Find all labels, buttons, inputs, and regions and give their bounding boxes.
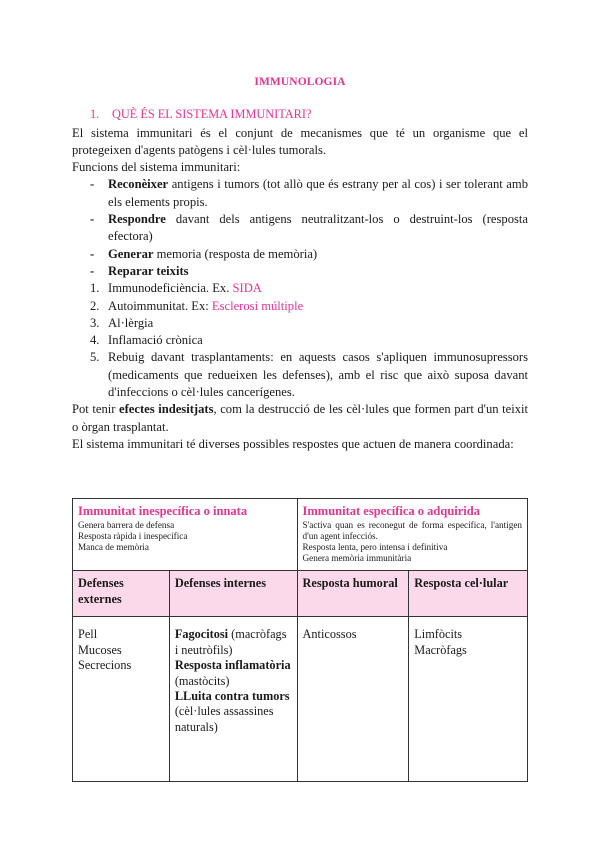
table-row bbox=[73, 499, 528, 571]
column-header: Resposta humoral bbox=[297, 571, 409, 617]
disorder-text: Autoimmunitat. Ex: bbox=[108, 298, 212, 313]
internal-defense-name: LLuita contra tumors bbox=[174, 689, 290, 704]
disorder-text: Rebuig davant trasplantaments: en aquests casos s'apliquen immunosupressors (medicaments que redueixen les defenses), amb el risc que això suposa davant d'infeccions o cèl·lules cancerígenes. bbox=[108, 350, 528, 400]
function-keyword: Reparar teixits bbox=[108, 263, 189, 278]
innate-header-cell bbox=[73, 499, 298, 571]
dash-marker: - bbox=[90, 212, 95, 227]
internal-defense bbox=[175, 627, 292, 658]
column-header: Defenses externes bbox=[73, 571, 170, 617]
list-item bbox=[72, 315, 528, 332]
function-text: memoria (resposta de memòria) bbox=[153, 246, 318, 261]
innate-line: Genera barrera de defensa bbox=[78, 520, 175, 531]
function-keyword: Generar bbox=[108, 246, 154, 261]
adaptive-line: Resposta lenta, pero intensa i definitiva bbox=[302, 542, 448, 553]
number-marker: 5. bbox=[90, 350, 100, 365]
number-marker: 4. bbox=[90, 333, 100, 348]
list-item bbox=[72, 246, 528, 263]
list-item bbox=[72, 211, 528, 246]
number-marker: 3. bbox=[90, 315, 100, 330]
section-number: 1. bbox=[90, 107, 100, 122]
dash-marker: - bbox=[90, 263, 95, 278]
internal-defense-name: Fagocitosi bbox=[174, 627, 229, 642]
external-defenses-cell bbox=[73, 617, 170, 782]
dash-marker: - bbox=[90, 246, 95, 261]
table-cell-text: Pell bbox=[78, 627, 98, 642]
section-heading bbox=[90, 106, 528, 123]
table-cell-text: Mucoses bbox=[78, 642, 122, 657]
list-item bbox=[72, 332, 528, 349]
number-marker: 2. bbox=[90, 298, 100, 313]
disorder-text: Inflamació crònica bbox=[108, 333, 203, 348]
function-text: antigens i tumors (tot allò que és estrany per al cos) i ser tolerant amb els elements propis. bbox=[108, 177, 528, 209]
document-body bbox=[72, 74, 528, 453]
table-cell-text: Secrecions bbox=[78, 658, 132, 673]
internal-defense bbox=[175, 689, 292, 735]
page-title: IMMUNOLOGIA bbox=[254, 76, 346, 88]
innate-line: Resposta ràpida i inespecífica bbox=[78, 531, 188, 542]
side-effects-text: , com la destrucció de les cèl·lules que formen part d'un teixit o òrgan trasplantat. bbox=[72, 402, 528, 434]
adaptive-title: Immunitat específica o adquirida bbox=[302, 504, 480, 518]
side-effects-paragraph bbox=[72, 401, 528, 436]
function-keyword: Reconèixer bbox=[108, 177, 169, 192]
list-item bbox=[72, 263, 528, 280]
function-keyword: Respondre bbox=[108, 212, 166, 227]
disorder-text: Al·lèrgia bbox=[108, 315, 154, 330]
table-row bbox=[73, 617, 528, 782]
table-cell-text: Limfòcits bbox=[414, 627, 463, 642]
adaptive-header-cell bbox=[297, 499, 527, 571]
table-row bbox=[73, 571, 528, 617]
adaptive-line: S'activa quan es reconegut de forma específica, l'antigen d'un agent infecciós. bbox=[302, 520, 522, 542]
disorders-list bbox=[72, 280, 528, 401]
internal-defense-name: Resposta inflamatòria bbox=[174, 658, 291, 673]
functions-list bbox=[72, 176, 528, 280]
internal-defense-detail: (cèl·lules assassines naturals) bbox=[174, 704, 274, 734]
side-effects-prefix: Pot tenir bbox=[72, 402, 119, 417]
internal-defense-detail: (mastòcits) bbox=[174, 673, 230, 688]
number-marker: 1. bbox=[90, 281, 100, 296]
functions-title: Funcions del sistema immunitari: bbox=[72, 160, 241, 175]
internal-defenses-cell bbox=[169, 617, 297, 782]
side-effects-keyword: efectes indesitjats bbox=[119, 402, 214, 417]
internal-defense bbox=[175, 658, 292, 689]
section-title: QUÈ ÉS EL SISTEMA IMMUNITARI? bbox=[112, 107, 312, 122]
column-header: Resposta cel·lular bbox=[409, 571, 528, 617]
list-item bbox=[72, 176, 528, 211]
immunity-table bbox=[72, 498, 528, 782]
innate-line: Manca de memòria bbox=[78, 542, 149, 553]
adaptive-line: Genera memòria immunitària bbox=[302, 553, 412, 564]
intro-paragraph: El sistema immunitari és el conjunt de mecanismes que té un organisme que el protegeixen d'agents patògens i cèl·lules tumorals. bbox=[72, 125, 528, 157]
innate-title: Immunitat inespecífica o innata bbox=[78, 504, 248, 518]
disorder-example: Esclerosi múltiple bbox=[211, 298, 304, 313]
column-header: Defenses internes bbox=[169, 571, 297, 617]
dash-marker: - bbox=[90, 177, 95, 192]
humoral-response-cell bbox=[297, 617, 409, 782]
internal-defense-detail: (macròfags i neutròfils) bbox=[174, 627, 287, 657]
disorder-example: SIDA bbox=[232, 281, 262, 296]
function-text: davant dels antigens neutralitzant-los o destruint-los (resposta efectora) bbox=[108, 212, 528, 244]
table-cell-text: Anticossos bbox=[302, 627, 357, 642]
table-cell-text: Macròfags bbox=[414, 642, 467, 657]
disorder-text: Immunodeficiència. Ex. bbox=[108, 281, 233, 296]
list-item bbox=[72, 280, 528, 297]
cellular-response-cell bbox=[409, 617, 528, 782]
list-item bbox=[72, 298, 528, 315]
responses-intro: El sistema immunitari té diverses possibles respostes que actuen de manera coordinada: bbox=[72, 436, 514, 451]
list-item bbox=[72, 349, 528, 401]
